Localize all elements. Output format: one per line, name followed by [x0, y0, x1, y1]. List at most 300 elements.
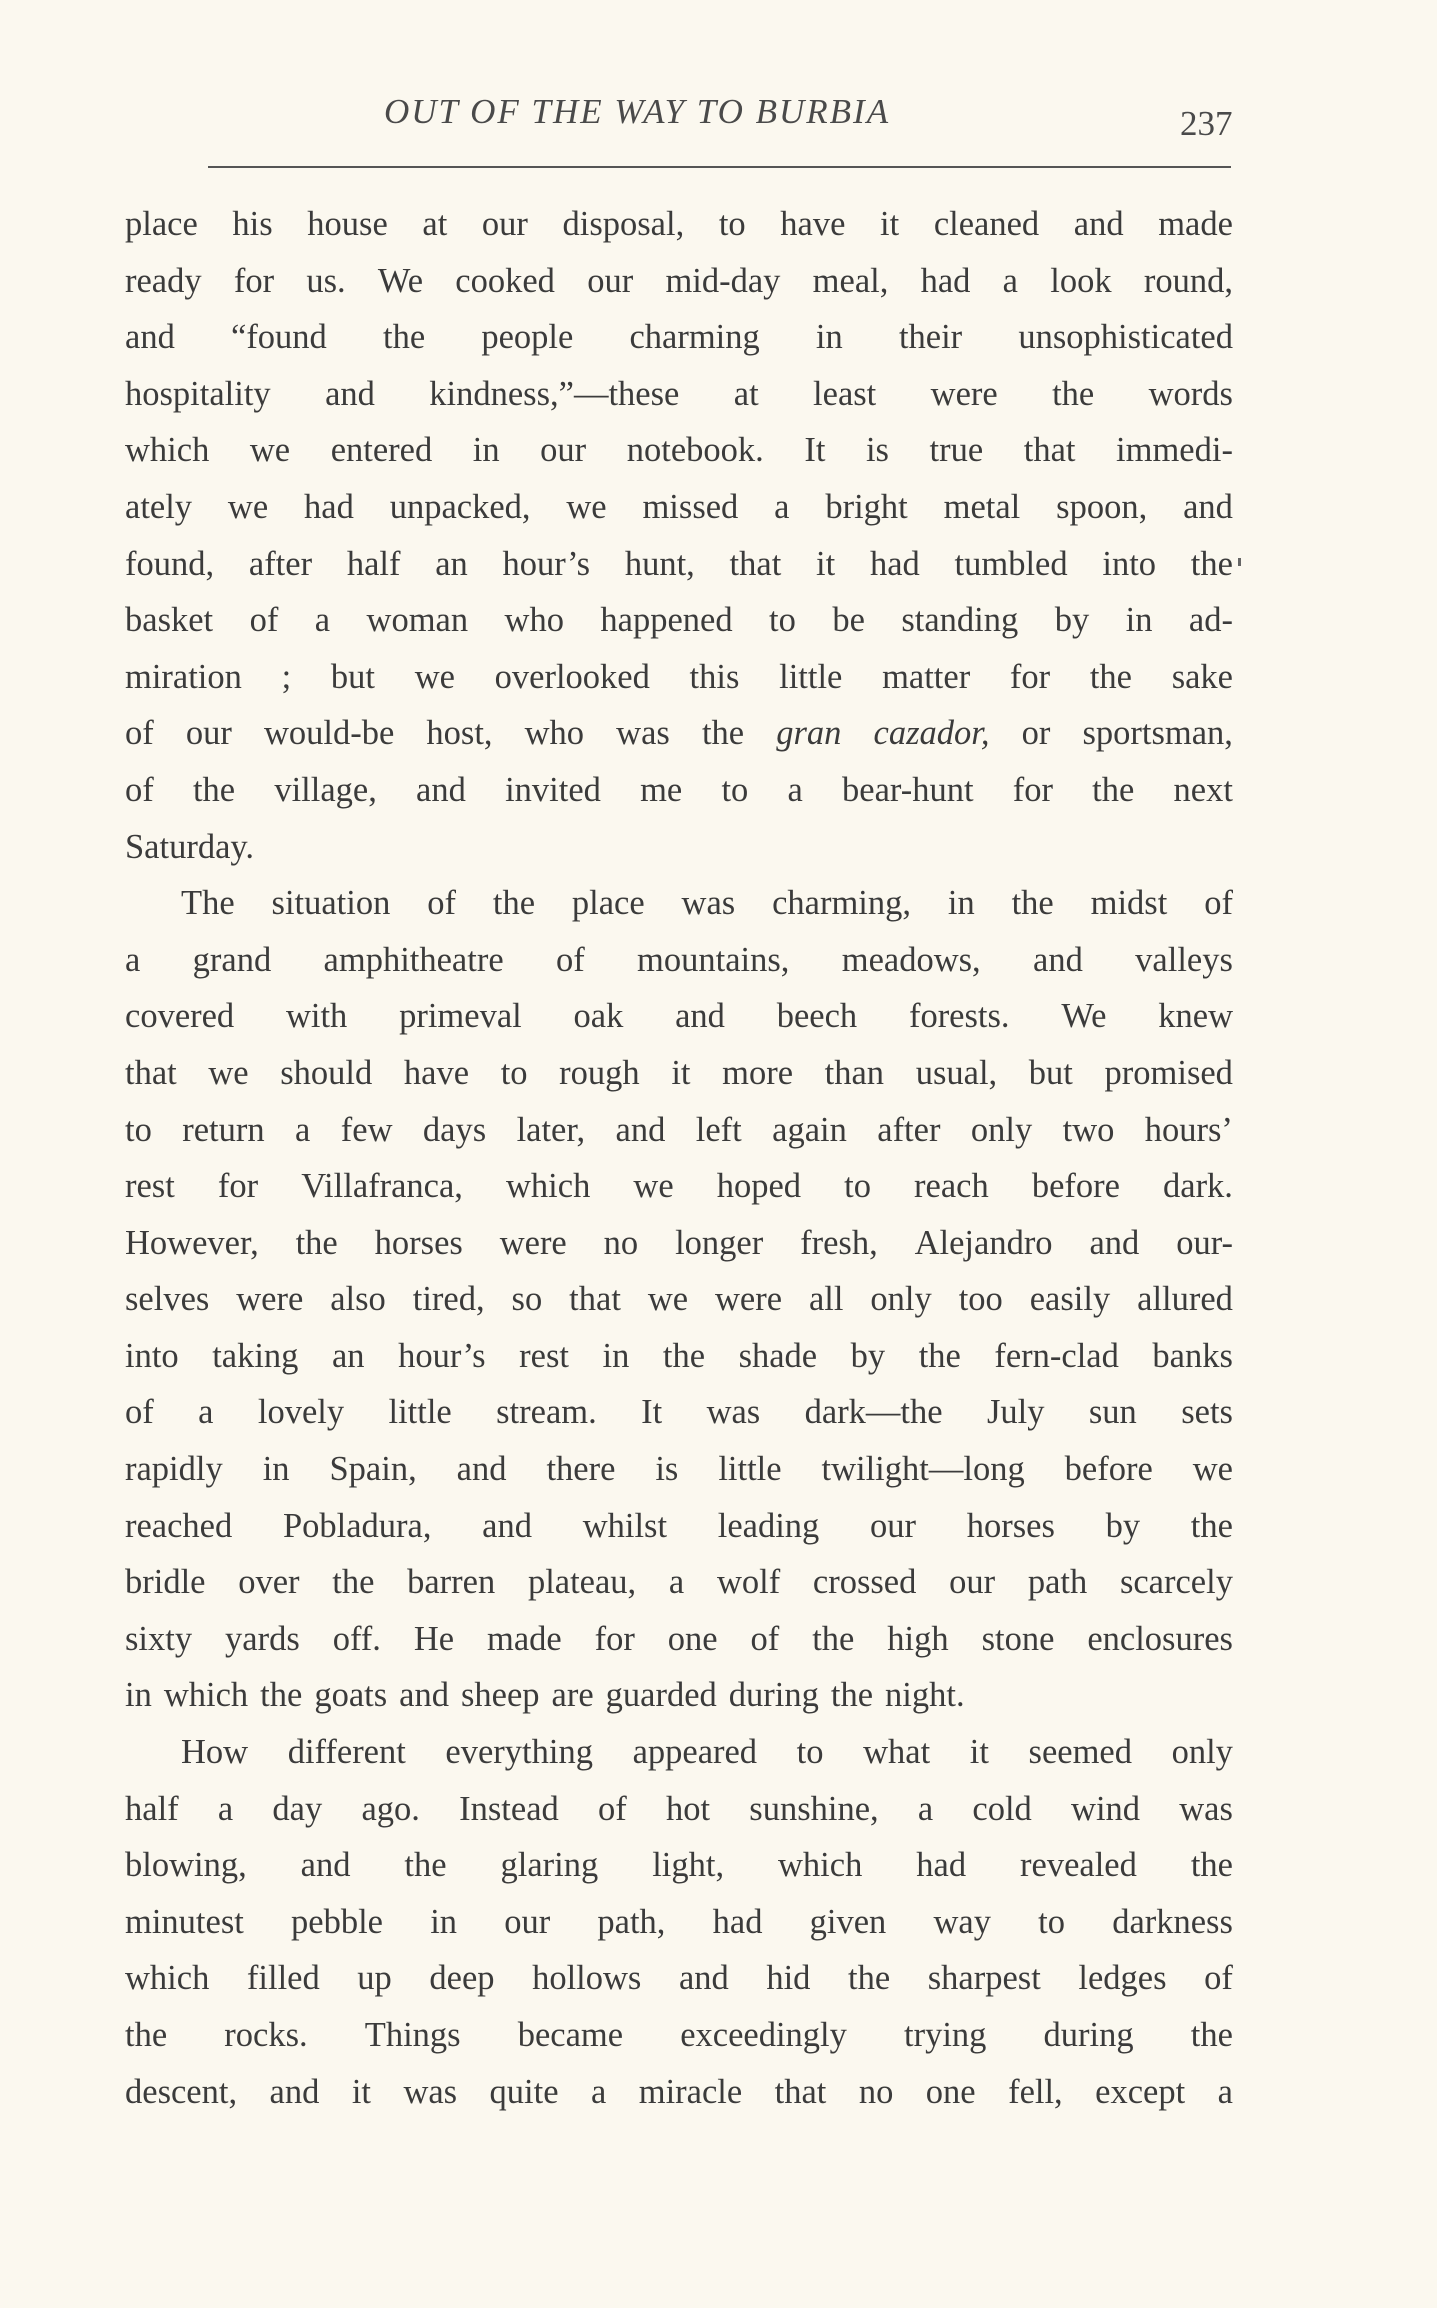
word: spoon,: [1056, 487, 1148, 526]
word: what: [863, 1733, 931, 1772]
word: except: [1095, 2072, 1186, 2111]
word: the: [382, 318, 426, 357]
word: only: [970, 1110, 1033, 1149]
word: light,: [652, 1846, 725, 1885]
text-line: [125, 1554, 1233, 1611]
word: village,: [274, 770, 377, 809]
word: plateau,: [527, 1563, 637, 1602]
word: hour’s: [398, 1336, 486, 1375]
word: also: [330, 1280, 386, 1319]
word: to: [796, 1733, 824, 1772]
word: reach: [914, 1167, 989, 1206]
word: reached: [125, 1506, 233, 1545]
word: of: [1204, 1959, 1233, 1998]
word: covered: [125, 997, 235, 1036]
word: Pobladura,: [282, 1506, 432, 1545]
word: our: [870, 1506, 917, 1545]
word: mountains,: [637, 940, 790, 979]
body-text: [125, 196, 1233, 2120]
word: by: [850, 1336, 886, 1375]
word: high: [887, 1619, 949, 1658]
word: hot: [665, 1789, 711, 1828]
word: people: [481, 318, 574, 357]
word: a: [217, 1789, 234, 1828]
word: sake: [1171, 657, 1233, 696]
word: would-be: [263, 714, 395, 753]
word: charming,: [772, 884, 911, 923]
word: house: [307, 205, 388, 243]
word: into: [125, 1336, 179, 1375]
word: we: [249, 431, 291, 470]
word: in: [472, 431, 500, 470]
word: given: [809, 1902, 887, 1941]
word: too: [958, 1280, 1003, 1319]
word: a: [774, 487, 790, 526]
word: happened: [600, 601, 733, 640]
word: hour’s: [502, 544, 591, 583]
text-line: [125, 1894, 1233, 1951]
word: in: [815, 318, 843, 357]
word: half: [346, 544, 401, 583]
word: our: [540, 431, 587, 470]
word: the: [404, 1846, 447, 1885]
word: sportsman,: [1082, 714, 1233, 753]
word: were: [499, 1223, 567, 1262]
word: miration: [125, 657, 242, 696]
word: wolf: [716, 1563, 781, 1602]
word: for: [594, 1619, 635, 1658]
word: stream.: [496, 1393, 597, 1432]
word: and: [399, 1676, 449, 1715]
word: fresh,: [800, 1223, 878, 1262]
word: should: [280, 1053, 373, 1092]
word: hospitality: [125, 374, 271, 413]
word: after: [877, 1110, 941, 1149]
word: hoped: [716, 1167, 802, 1206]
text-line: [125, 592, 1233, 649]
word: which: [506, 1167, 591, 1206]
word: in: [125, 1676, 152, 1715]
text-line: [125, 1271, 1233, 1328]
word: bear-hunt: [842, 770, 974, 809]
word: our: [949, 1563, 996, 1602]
word: up: [357, 1959, 392, 1998]
word: a: [787, 770, 803, 809]
header-rule: [208, 166, 1231, 168]
word: our: [481, 205, 528, 243]
word: of: [555, 940, 585, 979]
word: metal: [943, 487, 1021, 526]
word: the: [1190, 544, 1233, 583]
text-line: [125, 1102, 1233, 1159]
text-line: [125, 819, 1233, 876]
word: but: [1028, 1053, 1073, 1092]
word: we: [227, 487, 269, 526]
word: miracle: [638, 2072, 743, 2111]
word: of: [1204, 884, 1233, 923]
word: had: [712, 1902, 763, 1941]
word: of: [125, 714, 154, 753]
word: to: [1038, 1902, 1065, 1941]
word: the: [1092, 770, 1135, 809]
word: The: [181, 884, 235, 923]
word: valleys: [1135, 940, 1233, 979]
text-line: [125, 1837, 1233, 1894]
word: one: [925, 2072, 976, 2111]
word: Instead: [459, 1789, 559, 1828]
word: a: [295, 1110, 311, 1149]
word: at: [733, 374, 759, 413]
word: forests.: [908, 997, 1010, 1036]
word: is: [865, 431, 889, 470]
word: only: [870, 1280, 932, 1319]
text-line: [125, 1724, 1233, 1781]
word: goats: [314, 1676, 388, 1715]
word: the: [1190, 1506, 1233, 1545]
text-line: [125, 649, 1233, 706]
word: of: [750, 1619, 780, 1658]
word: meal,: [812, 261, 889, 300]
word: the: [260, 1676, 303, 1715]
word: the: [1052, 374, 1095, 413]
word: trying: [904, 2016, 987, 2054]
word: and: [675, 997, 725, 1036]
word: a: [590, 2072, 607, 2111]
word: had: [920, 261, 971, 300]
word: an: [331, 1336, 365, 1375]
word: had: [304, 487, 354, 526]
word: and: [125, 318, 175, 357]
word: the: [1089, 657, 1132, 696]
word: was: [1179, 1789, 1233, 1828]
word: allured: [1137, 1280, 1233, 1319]
word: by: [1105, 1506, 1141, 1545]
text-line: [125, 196, 1233, 253]
word: horses: [374, 1223, 463, 1262]
word: for: [1012, 770, 1053, 809]
word: made: [1158, 205, 1233, 243]
print-mark: [1238, 558, 1241, 566]
word: one: [667, 1619, 718, 1658]
word: in: [947, 884, 975, 923]
word: we: [1192, 1450, 1233, 1489]
word: that: [729, 544, 782, 583]
word: filled: [246, 1959, 320, 1998]
word: appeared: [632, 1733, 758, 1772]
word: it: [969, 1733, 989, 1772]
word: It: [804, 431, 826, 470]
word: whilst: [582, 1506, 668, 1545]
word: cazador,: [873, 714, 990, 753]
word: invited: [505, 770, 601, 809]
word: was: [403, 2072, 458, 2111]
word: sunshine,: [749, 1789, 879, 1828]
word: and: [325, 374, 375, 413]
word: the: [295, 1223, 338, 1262]
word: to: [125, 1110, 152, 1149]
word: ready: [125, 261, 202, 300]
word: or: [1021, 714, 1051, 753]
word: sets: [1181, 1393, 1233, 1432]
word: descent,: [125, 2072, 238, 2111]
word: and: [1089, 1223, 1140, 1262]
word: missed: [642, 487, 739, 526]
word: little: [779, 657, 843, 696]
word: leading: [717, 1506, 820, 1545]
word: mid-day: [665, 261, 781, 300]
word: amphitheatre: [323, 940, 504, 979]
word: for: [217, 1167, 259, 1206]
word: oak: [573, 997, 624, 1036]
word: and: [456, 1450, 507, 1489]
text-line: [125, 479, 1233, 536]
word: hid: [766, 1959, 811, 1998]
word: the: [662, 1336, 706, 1375]
word: rapidly: [125, 1450, 223, 1489]
word: but: [330, 657, 375, 696]
text-line: [125, 1328, 1233, 1385]
word: day: [272, 1789, 323, 1828]
word: more: [722, 1053, 794, 1092]
word: longer: [675, 1223, 764, 1262]
word: the: [848, 1959, 891, 1998]
running-head: OUT OF THE WAY TO BURBIA: [384, 92, 891, 131]
word: enclosures: [1087, 1619, 1233, 1658]
word: horses: [966, 1506, 1055, 1545]
word: Things: [364, 2016, 461, 2054]
text-line: [125, 1441, 1233, 1498]
word: sun: [1088, 1393, 1137, 1432]
word: unsophisticated: [1018, 318, 1233, 357]
word: minutest: [125, 1902, 244, 1941]
word: the: [1011, 884, 1054, 923]
word: our: [587, 261, 634, 300]
word: July: [986, 1393, 1045, 1432]
word: to: [769, 601, 796, 640]
word: hunt,: [624, 544, 695, 583]
word: we: [208, 1053, 249, 1092]
word: was: [681, 884, 736, 923]
word: How: [181, 1733, 249, 1772]
word: over: [238, 1563, 300, 1602]
word: place: [125, 205, 198, 243]
word: became: [517, 2016, 624, 2054]
word: easily: [1029, 1280, 1111, 1319]
word: the: [1190, 1846, 1233, 1885]
word: the: [492, 884, 536, 923]
word: taking: [212, 1336, 299, 1375]
word: in: [262, 1450, 290, 1489]
text-line: [125, 2007, 1233, 2064]
word: quite: [489, 2072, 559, 2111]
word: an: [435, 544, 468, 583]
word: and: [1183, 487, 1233, 526]
word: before: [1064, 1450, 1153, 1489]
word: rough: [559, 1053, 640, 1092]
word: return: [182, 1110, 265, 1149]
word: of: [125, 1393, 154, 1432]
word: and: [269, 2072, 320, 2111]
word: the: [125, 2016, 168, 2054]
word: have: [780, 205, 846, 243]
word: it: [880, 205, 900, 243]
word: and: [1033, 940, 1083, 979]
word: dark.: [1163, 1167, 1233, 1206]
word: a: [125, 940, 141, 979]
word: we: [633, 1167, 674, 1206]
word: it: [671, 1053, 691, 1092]
word: rocks.: [224, 2016, 308, 2054]
word: primeval: [399, 997, 522, 1036]
text-line: [125, 1384, 1233, 1441]
word: days: [422, 1110, 487, 1149]
word: entered: [330, 431, 433, 470]
word: true: [929, 431, 984, 470]
word: words: [1148, 374, 1233, 413]
word: the: [918, 1336, 961, 1375]
word: crossed: [812, 1563, 917, 1602]
word: that: [1023, 431, 1076, 470]
word: is: [655, 1450, 679, 1489]
word: few: [340, 1110, 393, 1149]
word: to: [721, 770, 749, 809]
text-line: [125, 1498, 1233, 1555]
word: way: [933, 1902, 991, 1941]
word: for: [1009, 657, 1051, 696]
word: during: [1043, 2016, 1134, 2054]
word: promised: [1104, 1053, 1233, 1092]
word: that: [774, 2072, 827, 2111]
text-line: [125, 422, 1233, 479]
text-line: [125, 875, 1233, 932]
text-line: [125, 253, 1233, 310]
word: little: [718, 1450, 782, 1489]
word: in: [602, 1336, 630, 1375]
word: stone: [981, 1619, 1055, 1658]
word: different: [287, 1733, 406, 1772]
word: which: [125, 1959, 210, 1998]
text-line: [125, 762, 1233, 819]
word: a: [1217, 2072, 1233, 2111]
word: usual,: [915, 1053, 998, 1092]
word: ately: [125, 487, 193, 526]
text-line: [125, 1158, 1233, 1215]
word: grand: [192, 940, 272, 979]
word: rest: [519, 1336, 569, 1375]
page-number: 237: [1180, 104, 1233, 143]
word: a: [917, 1789, 934, 1828]
word: left: [695, 1110, 742, 1149]
word: guarded: [605, 1676, 717, 1715]
word: into: [1102, 544, 1157, 583]
word: two: [1062, 1110, 1115, 1149]
word: gran: [776, 714, 842, 753]
text-line: [125, 1781, 1233, 1838]
word: darkness: [1112, 1902, 1233, 1941]
word: ;: [281, 657, 292, 696]
word: was: [616, 714, 670, 753]
text-line: [125, 1667, 1233, 1724]
word: me: [640, 770, 683, 809]
word: have: [403, 1053, 470, 1092]
word: a: [668, 1563, 685, 1602]
word: in: [1125, 601, 1153, 640]
word: tired,: [412, 1280, 485, 1319]
word: that: [569, 1280, 621, 1319]
word: kindness,”—these: [429, 374, 680, 413]
word: and: [482, 1506, 532, 1545]
word: pebble: [291, 1902, 383, 1941]
word: least: [813, 374, 877, 413]
word: so: [511, 1280, 543, 1319]
word: there: [546, 1450, 616, 1489]
word: be: [832, 601, 865, 640]
word: glaring: [500, 1846, 599, 1885]
text-line: [125, 1950, 1233, 2007]
word: However,: [125, 1223, 259, 1262]
word: look: [1050, 261, 1112, 300]
word: of: [597, 1789, 627, 1828]
word: during: [728, 1676, 819, 1715]
word: revealed: [1020, 1846, 1137, 1885]
word: meadows,: [841, 940, 981, 979]
word: disposal,: [562, 205, 685, 243]
word: this: [689, 657, 740, 696]
word: no: [603, 1223, 639, 1262]
text-line: [125, 932, 1233, 989]
word: basket: [125, 601, 214, 640]
word: of: [249, 601, 279, 640]
word: our-: [1176, 1223, 1233, 1262]
word: place: [571, 884, 645, 923]
word: host,: [426, 714, 493, 753]
word: a: [1002, 261, 1018, 300]
word: unpacked,: [389, 487, 531, 526]
word: knew: [1158, 997, 1233, 1036]
word: a: [198, 1393, 214, 1432]
word: notebook.: [626, 431, 764, 470]
word: “found: [231, 318, 327, 357]
word: after: [248, 544, 313, 583]
word: it: [351, 2072, 371, 2111]
word: midst: [1090, 884, 1168, 923]
word: the: [701, 714, 745, 753]
word: immedi-: [1116, 431, 1233, 470]
word: seemed: [1028, 1733, 1132, 1772]
word: everything: [445, 1733, 593, 1772]
word: we: [566, 487, 607, 526]
word: selves: [125, 1280, 210, 1319]
word: which: [778, 1846, 863, 1885]
word: rest: [125, 1167, 175, 1206]
word: tumbled: [954, 544, 1068, 583]
word: round,: [1143, 261, 1233, 300]
word: bridle: [125, 1563, 206, 1602]
word: sharpest: [927, 1959, 1041, 1998]
text-line: [125, 1215, 1233, 1272]
word: little: [388, 1393, 452, 1432]
word: at: [422, 205, 448, 243]
word: ad-: [1188, 601, 1233, 640]
word: our: [504, 1902, 551, 1941]
word: our: [185, 714, 232, 753]
text-line: [125, 309, 1233, 366]
word: are: [551, 1676, 594, 1715]
word: banks: [1152, 1336, 1233, 1375]
word: the: [830, 1676, 874, 1715]
word: shade: [738, 1336, 818, 1375]
word: to: [844, 1167, 871, 1206]
